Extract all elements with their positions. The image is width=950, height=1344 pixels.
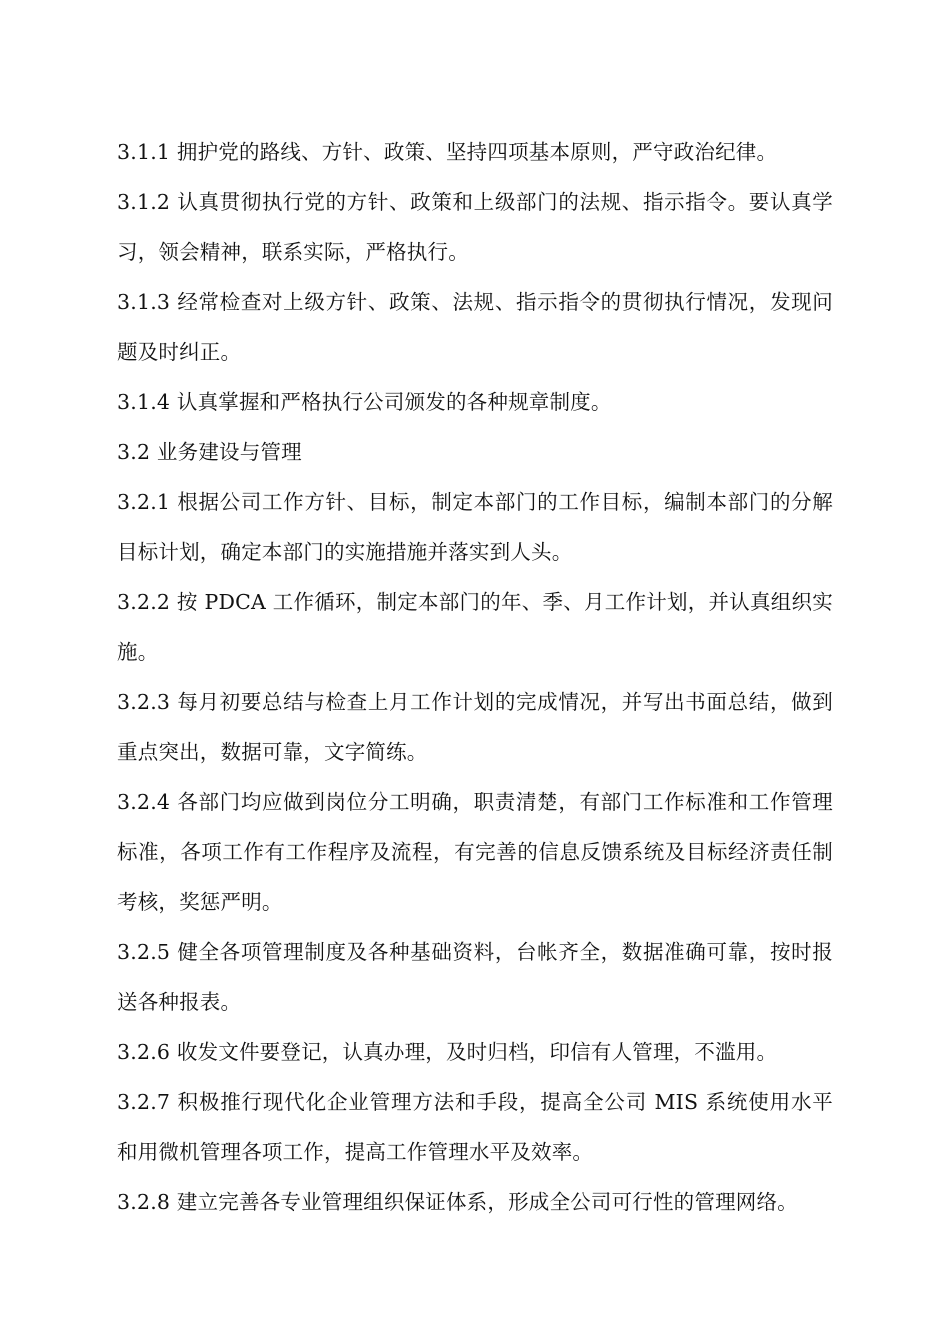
clause-3-1-2: 3.1.2 认真贯彻执行党的方针、政策和上级部门的法规、指示指令。要认真学习，领会精神，联系实际，严格执行。 xyxy=(117,190,833,264)
clause-3-2-5: 3.2.5 健全各项管理制度及各种基础资料，台帐齐全，数据准确可靠，按时报送各种报表。 xyxy=(117,940,833,1014)
clause-3-1-1: 3.1.1 拥护党的路线、方针、政策、坚持四项基本原则，严守政治纪律。 xyxy=(117,140,778,164)
clause-3-2-3: 3.2.3 每月初要总结与检查上月工作计划的完成情况，并写出书面总结，做到重点突出，数据可靠，文字简练。 xyxy=(117,690,833,764)
clause-3-2-4: 3.2.4 各部门均应做到岗位分工明确，职责清楚，有部门工作标准和工作管理标准，各项工作有工作程序及流程，有完善的信息反馈系统及目标经济责任制考核，奖惩严明。 xyxy=(117,790,833,914)
section-heading-3-2: 3.2 业务建设与管理 xyxy=(117,440,302,464)
document-body xyxy=(117,127,833,1227)
clause-3-2-6: 3.2.6 收发文件要登记，认真办理，及时归档，印信有人管理，不滥用。 xyxy=(117,1040,778,1064)
clause-3-2-2: 3.2.2 按 PDCA 工作循环，制定本部门的年、季、月工作计划，并认真组织实施。 xyxy=(117,590,833,664)
clause-3-1-3: 3.1.3 经常检查对上级方针、政策、法规、指示指令的贯彻执行情况，发现问题及时纠正。 xyxy=(117,290,833,364)
clause-3-2-1: 3.2.1 根据公司工作方针、目标，制定本部门的工作目标，编制本部门的分解目标计划，确定本部门的实施措施并落实到人头。 xyxy=(117,490,833,564)
clause-3-2-8: 3.2.8 建立完善各专业管理组织保证体系，形成全公司可行性的管理网络。 xyxy=(117,1190,798,1214)
clause-3-1-4: 3.1.4 认真掌握和严格执行公司颁发的各种规章制度。 xyxy=(117,390,612,414)
clause-3-2-7: 3.2.7 积极推行现代化企业管理方法和手段，提高全公司 MIS 系统使用水平和用微机管理各项工作，提高工作管理水平及效率。 xyxy=(117,1090,833,1164)
